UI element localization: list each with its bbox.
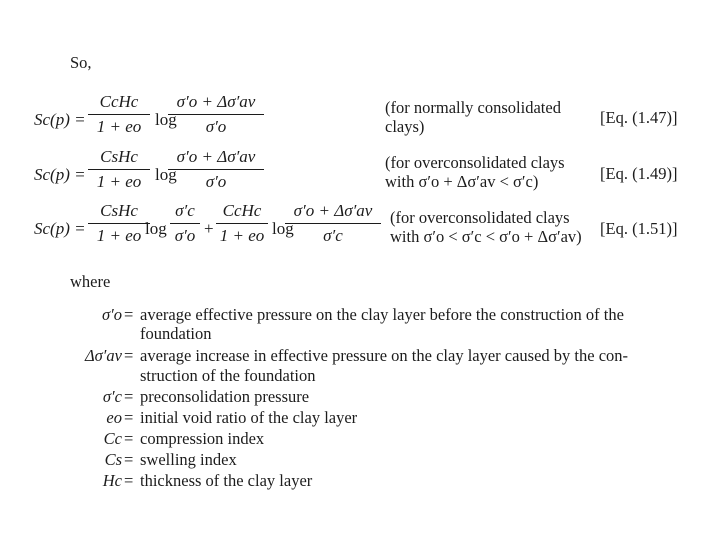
condition-line: (for overconsolidated clays bbox=[385, 153, 565, 172]
equals-sign: = bbox=[124, 387, 134, 406]
equals-sign: = bbox=[124, 471, 134, 490]
definition-text: average increase in effective pressure on the clay layer caused by the con- bbox=[140, 346, 629, 365]
fraction-denominator: σ′o bbox=[174, 226, 196, 245]
fraction-swelling bbox=[88, 201, 150, 246]
log-operator: log bbox=[272, 219, 294, 238]
fraction-denominator: 1 + eo bbox=[219, 226, 265, 245]
equals-sign: = bbox=[124, 450, 134, 469]
fraction-numerator: CcHc bbox=[99, 92, 139, 111]
fraction-numerator: CsHc bbox=[100, 201, 138, 220]
definition-text: preconsolidation pressure bbox=[140, 387, 310, 406]
fraction-denominator: σ′o bbox=[205, 117, 227, 136]
fraction-bar bbox=[88, 114, 150, 115]
fraction-stress-ratio bbox=[285, 201, 381, 246]
definition-text: thickness of the clay layer bbox=[140, 471, 313, 490]
condition-line: clays) bbox=[385, 117, 425, 136]
definition-symbol: σ′o bbox=[102, 305, 122, 324]
definition-symbol: Cc bbox=[103, 429, 122, 448]
fraction-stress-ratio bbox=[168, 92, 264, 137]
equals-sign: = bbox=[124, 346, 134, 365]
equation-condition bbox=[385, 98, 561, 136]
equation-condition bbox=[385, 153, 565, 191]
definition-symbol: eo bbox=[106, 408, 122, 427]
log-operator: log bbox=[155, 110, 177, 129]
fraction-stress-ratio bbox=[168, 147, 264, 192]
settlement-lhs: Sc(p) = bbox=[34, 110, 86, 129]
fraction-numerator: σ′c bbox=[175, 201, 195, 220]
fraction-swelling bbox=[88, 147, 150, 192]
fraction-denominator: σ′c bbox=[323, 226, 343, 245]
definition-symbol: σ′c bbox=[102, 387, 122, 406]
fraction-numerator: σ′o + Δσ′av bbox=[176, 92, 256, 111]
equation-condition bbox=[390, 208, 582, 246]
equation-reference: [Eq. (1.49)] bbox=[600, 164, 678, 183]
settlement-lhs: Sc(p) = bbox=[34, 165, 86, 184]
definition-layer-thickness bbox=[0, 471, 720, 492]
definition-symbol: Cs bbox=[104, 450, 122, 469]
fraction-denominator: 1 + eo bbox=[96, 226, 142, 245]
definition-continuation: foundation bbox=[140, 324, 212, 343]
where-label: where bbox=[70, 272, 111, 291]
fraction-bar bbox=[88, 169, 150, 170]
fraction-numerator: σ′o + Δσ′av bbox=[176, 147, 256, 166]
definition-preconsolidation bbox=[0, 387, 720, 408]
fraction-bar bbox=[168, 169, 264, 170]
definition-pressure-increase bbox=[0, 346, 720, 367]
equation-reference: [Eq. (1.51)] bbox=[600, 219, 678, 238]
definition-text: swelling index bbox=[140, 450, 237, 469]
definition-symbol: Δσ′av bbox=[84, 346, 122, 365]
definition-continuation: struction of the foundation bbox=[140, 366, 316, 385]
equation-reference: [Eq. (1.47)] bbox=[600, 108, 678, 127]
condition-line: (for overconsolidated clays bbox=[390, 208, 570, 227]
fraction-bar bbox=[170, 223, 200, 224]
fraction-numerator: σ′o + Δσ′av bbox=[293, 201, 373, 220]
fraction-bar bbox=[216, 223, 268, 224]
condition-line: with σ′o + Δσ′av < σ′c) bbox=[385, 172, 539, 191]
definition-effective-pressure bbox=[0, 305, 720, 326]
fraction-denominator: σ′o bbox=[205, 172, 227, 191]
definition-swelling-index bbox=[0, 450, 720, 471]
definition-void-ratio bbox=[0, 408, 720, 429]
fraction-numerator: CsHc bbox=[100, 147, 138, 166]
fraction-compression bbox=[216, 201, 268, 246]
fraction-bar bbox=[88, 223, 150, 224]
definition-text: compression index bbox=[140, 429, 265, 448]
log-operator: log bbox=[155, 165, 177, 184]
equals-sign: = bbox=[124, 429, 134, 448]
settlement-lhs: Sc(p) = bbox=[34, 219, 86, 238]
intro-text: So, bbox=[70, 53, 92, 72]
definition-text: average effective pressure on the clay layer before the construction of the bbox=[140, 305, 624, 324]
fraction-preconsolidation-ratio bbox=[170, 201, 200, 246]
definition-text: initial void ratio of the clay layer bbox=[140, 408, 358, 427]
fraction-bar bbox=[285, 223, 381, 224]
fraction-compression bbox=[88, 92, 150, 137]
fraction-bar bbox=[168, 114, 264, 115]
definition-symbol: Hc bbox=[102, 471, 122, 490]
log-operator: log bbox=[145, 219, 167, 238]
plus-operator: + bbox=[204, 219, 214, 238]
equals-sign: = bbox=[124, 408, 134, 427]
condition-line: with σ′o < σ′c < σ′o + Δσ′av) bbox=[390, 227, 582, 246]
fraction-denominator: 1 + eo bbox=[96, 172, 142, 191]
fraction-denominator: 1 + eo bbox=[96, 117, 142, 136]
fraction-numerator: CcHc bbox=[222, 201, 262, 220]
definition-compression-index bbox=[0, 429, 720, 450]
equals-sign: = bbox=[124, 305, 134, 324]
condition-line: (for normally consolidated bbox=[385, 98, 561, 117]
